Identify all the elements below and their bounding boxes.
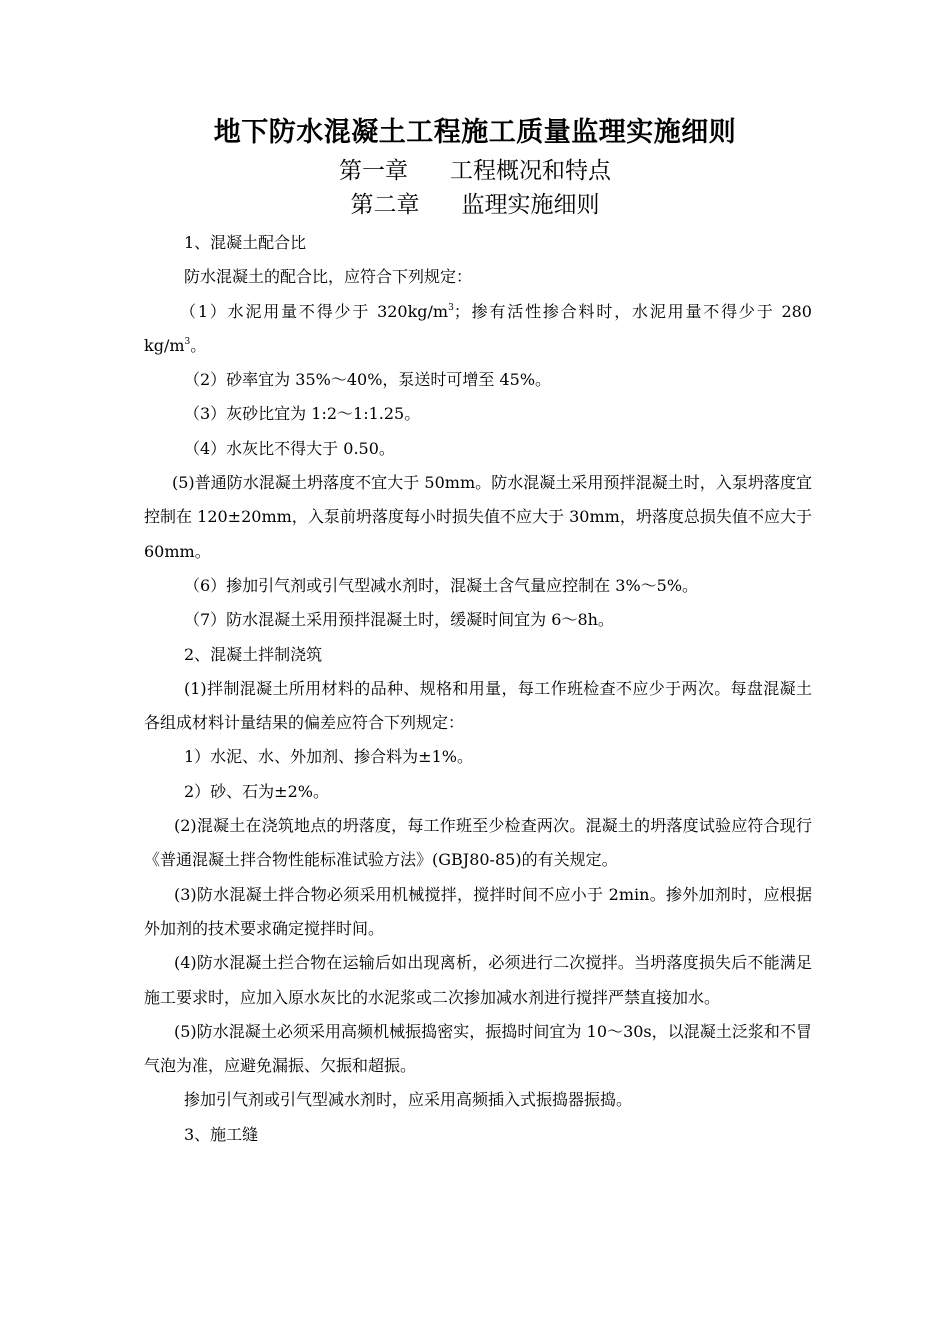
section-2-item-3: (3)防水混凝土拌合物必须采用机械搅拌，搅拌时间不应小于 2min。掺外加剂时，应根据外加剂的技术要求确定搅拌时间。: [144, 884, 812, 938]
item-1-text-c: 。: [190, 335, 207, 355]
chapter-1-label: 第一章: [339, 158, 408, 184]
document-body: [144, 226, 812, 1152]
section-2-item-1: (1)拌制混凝土所用材料的品种、规格和用量，每工作班检查不应少于两次。每盘混凝土各组成材料计量结果的偏差应符合下列规定：: [144, 678, 812, 733]
item-1-text-b: ；掺有活性掺合料时，水泥用量不得少于 280 kg/m: [144, 301, 812, 355]
section-2-item-4: (4)防水混凝土拦合物在运输后如出现离析，必须进行二次搅拌。当坍落度损失后不能满足施工要求时，应加入原水灰比的水泥浆或二次掺加减水剂进行搅拌严禁直接加水。: [144, 953, 812, 1007]
section-2-sub-1: 1）水泥、水、外加剂、掺合料为±1%。: [184, 747, 473, 767]
section-3-heading: 3、施工缝: [184, 1124, 259, 1144]
section-2-sub-2: 2）砂、石为±2%。: [184, 781, 329, 801]
item-1-superscript-b: 3: [184, 336, 191, 347]
section-2-note: 掺加引气剂或引气型减水剂时，应采用高频插入式振捣器振捣。: [184, 1090, 633, 1110]
section-1-item-3: （3）灰砂比宜为 1:2～1:1.25。: [184, 404, 421, 424]
item-1-text-a: （1）水泥用量不得少于 320kg/m: [180, 301, 449, 321]
section-2-item-5: (5)防水混凝土必须采用高频机械振捣密实，振捣时间宜为 10～30s，以混凝土泛浆和不冒气泡为准，应避免漏振、欠振和超振。: [144, 1021, 812, 1076]
chapter-2-name: 监理实施细则: [461, 192, 600, 218]
section-1-item-2: （2）砂率宜为 35%～40%，泵送时可增至 45%。: [184, 370, 552, 390]
document-title: 地下防水混凝土工程施工质量监理实施细则: [213, 117, 737, 148]
section-1-item-5: (5)普通防水混凝土坍落度不宜大于 50mm。防水混凝土采用预拌混凝土时，入泵坍落度宜控制在 120±20mm，入泵前坍落度每小时损失值不应大于 30mm，坍落度总损失值不应大于 60mm。: [144, 473, 812, 561]
chapter-2-label: 第二章: [350, 192, 420, 218]
section-1-item-4: （4）水灰比不得大于 0.50。: [184, 438, 395, 458]
chapter-1-name: 工程概况和特点: [450, 158, 611, 184]
section-1-item-1: [144, 295, 812, 364]
section-1-intro: 防水混凝土的配合比，应符合下列规定：: [184, 267, 473, 287]
section-1-item-7: （7）防水混凝土采用预拌混凝土时，缓凝时间宜为 6～8h。: [184, 610, 614, 630]
item-1-superscript-a: 3: [448, 302, 454, 313]
section-1-heading: 1、混凝土配合比: [184, 233, 307, 252]
chapter-1-heading: [0, 154, 950, 188]
section-1-item-6: （6）掺加引气剂或引气型减水剂时，混凝土含气量应控制在 3%～5%。: [184, 575, 699, 595]
chapter-2-heading: [0, 188, 950, 222]
section-2-item-2: (2)混凝土在浇筑地点的坍落度，每工作班至少检查两次。混凝土的坍落度试验应符合现行《普通混凝土拌合物性能标准试验方法》(GBJ80-85)的有关规定。: [144, 816, 812, 870]
section-2-heading: 2、混凝土拌制浇筑: [184, 644, 323, 664]
